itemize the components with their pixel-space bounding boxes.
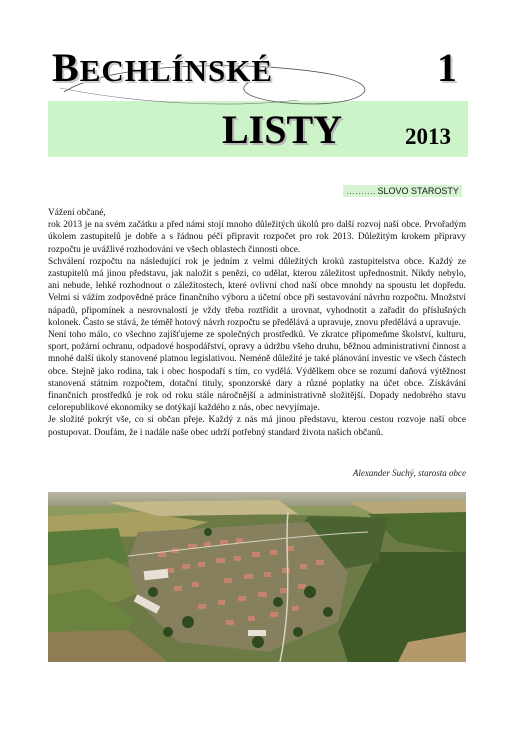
article-paragraph: Vážení občané, (48, 208, 106, 218)
masthead (0, 0, 510, 160)
article-paragraph: Schválení rozpočtu na následující rok je jedním z velmi důležitých kroků zastupitelstva obce. Každý ze zastupitelů má jinou představu, jak naložit s penězi, co udělat, kterou záležitost upřednostnit. Nikdy nebylo, ani nebude, lehké rozhodnout o záležitostech, které ovlivní chod naší obce mnohdy na spoustu let dopředu. Velmi si vážím zodpovědné práce finančního výboru a účetní obce při sestavování návrhu rozpočtu. Množství nápadů, připomínek a nesrovnalostí je vždy třeba roztřídit a urovnat, vyhodnotit a zařadit do příslušných kolonek. Často se stává, že téměř hotový návrh rozpočtu se předělává a upravuje, znovu předělává a upravuje. (48, 256, 466, 328)
section-heading: ………. SLOVO STAROSTY (343, 185, 462, 197)
masthead-title-top: BECHLÍNSKÉ (52, 45, 274, 90)
article-paragraph: Je složité pokrýt vše, co si občan přeje. Každý z nás má jinou představu, kterou cestou rozvoje naší obce postupovat. Doufám, že i nadále naše obec udrží potřebný standard života našich občanů. (48, 415, 466, 438)
issue-year: 2013 (405, 124, 451, 149)
masthead-title-bottom: LISTY (222, 107, 343, 152)
issue-number: 1 (437, 45, 457, 90)
article-paragraph: rok 2013 je na svém začátku a před námi stojí mnoho důležitých úkolů pro další rozvoj naší obce. Prvořadým úkolem zastupitelů je dobře a s řádnou péčí připravit rozpočet pro rok 2013. Důležitým krokem přípravy rozpočtu je uvážlivé rozhodování ve všech oblastech činnosti obce. (48, 220, 466, 255)
article-paragraph: Není toho málo, co všechno zajišťujeme ze společných prostředků. Ve zkratce připomeňme školství, kulturu, sport, požární ochranu, odpadové hospodářství, opravy a údržbu všeho druhu, běžnou administrativní činnost a mnohé další úkoly stanovené platnou legislativou. Neméně důležité je také plánování investic ve všech částech obce. Stejně jako rodina, tak i obec hospodaří s tím, co vydělá. Výdělkem obce se rozumí daňová výtěžnost stanovená státním rozpočtem, dotační tituly, sponzorské dary a různé poplatky na účet obce. Získávání finančních prostředků je rok od roku stále náročnější a administrativně složitější. Dopady nedobrého stavu celorepublikové ekonomiky se dotýkají každého z nás, obec nevyjímaje. (48, 330, 466, 414)
aerial-village-photo (48, 492, 466, 662)
article-signature: Alexander Suchý, starosta obce (352, 468, 466, 478)
article-body (48, 207, 466, 439)
